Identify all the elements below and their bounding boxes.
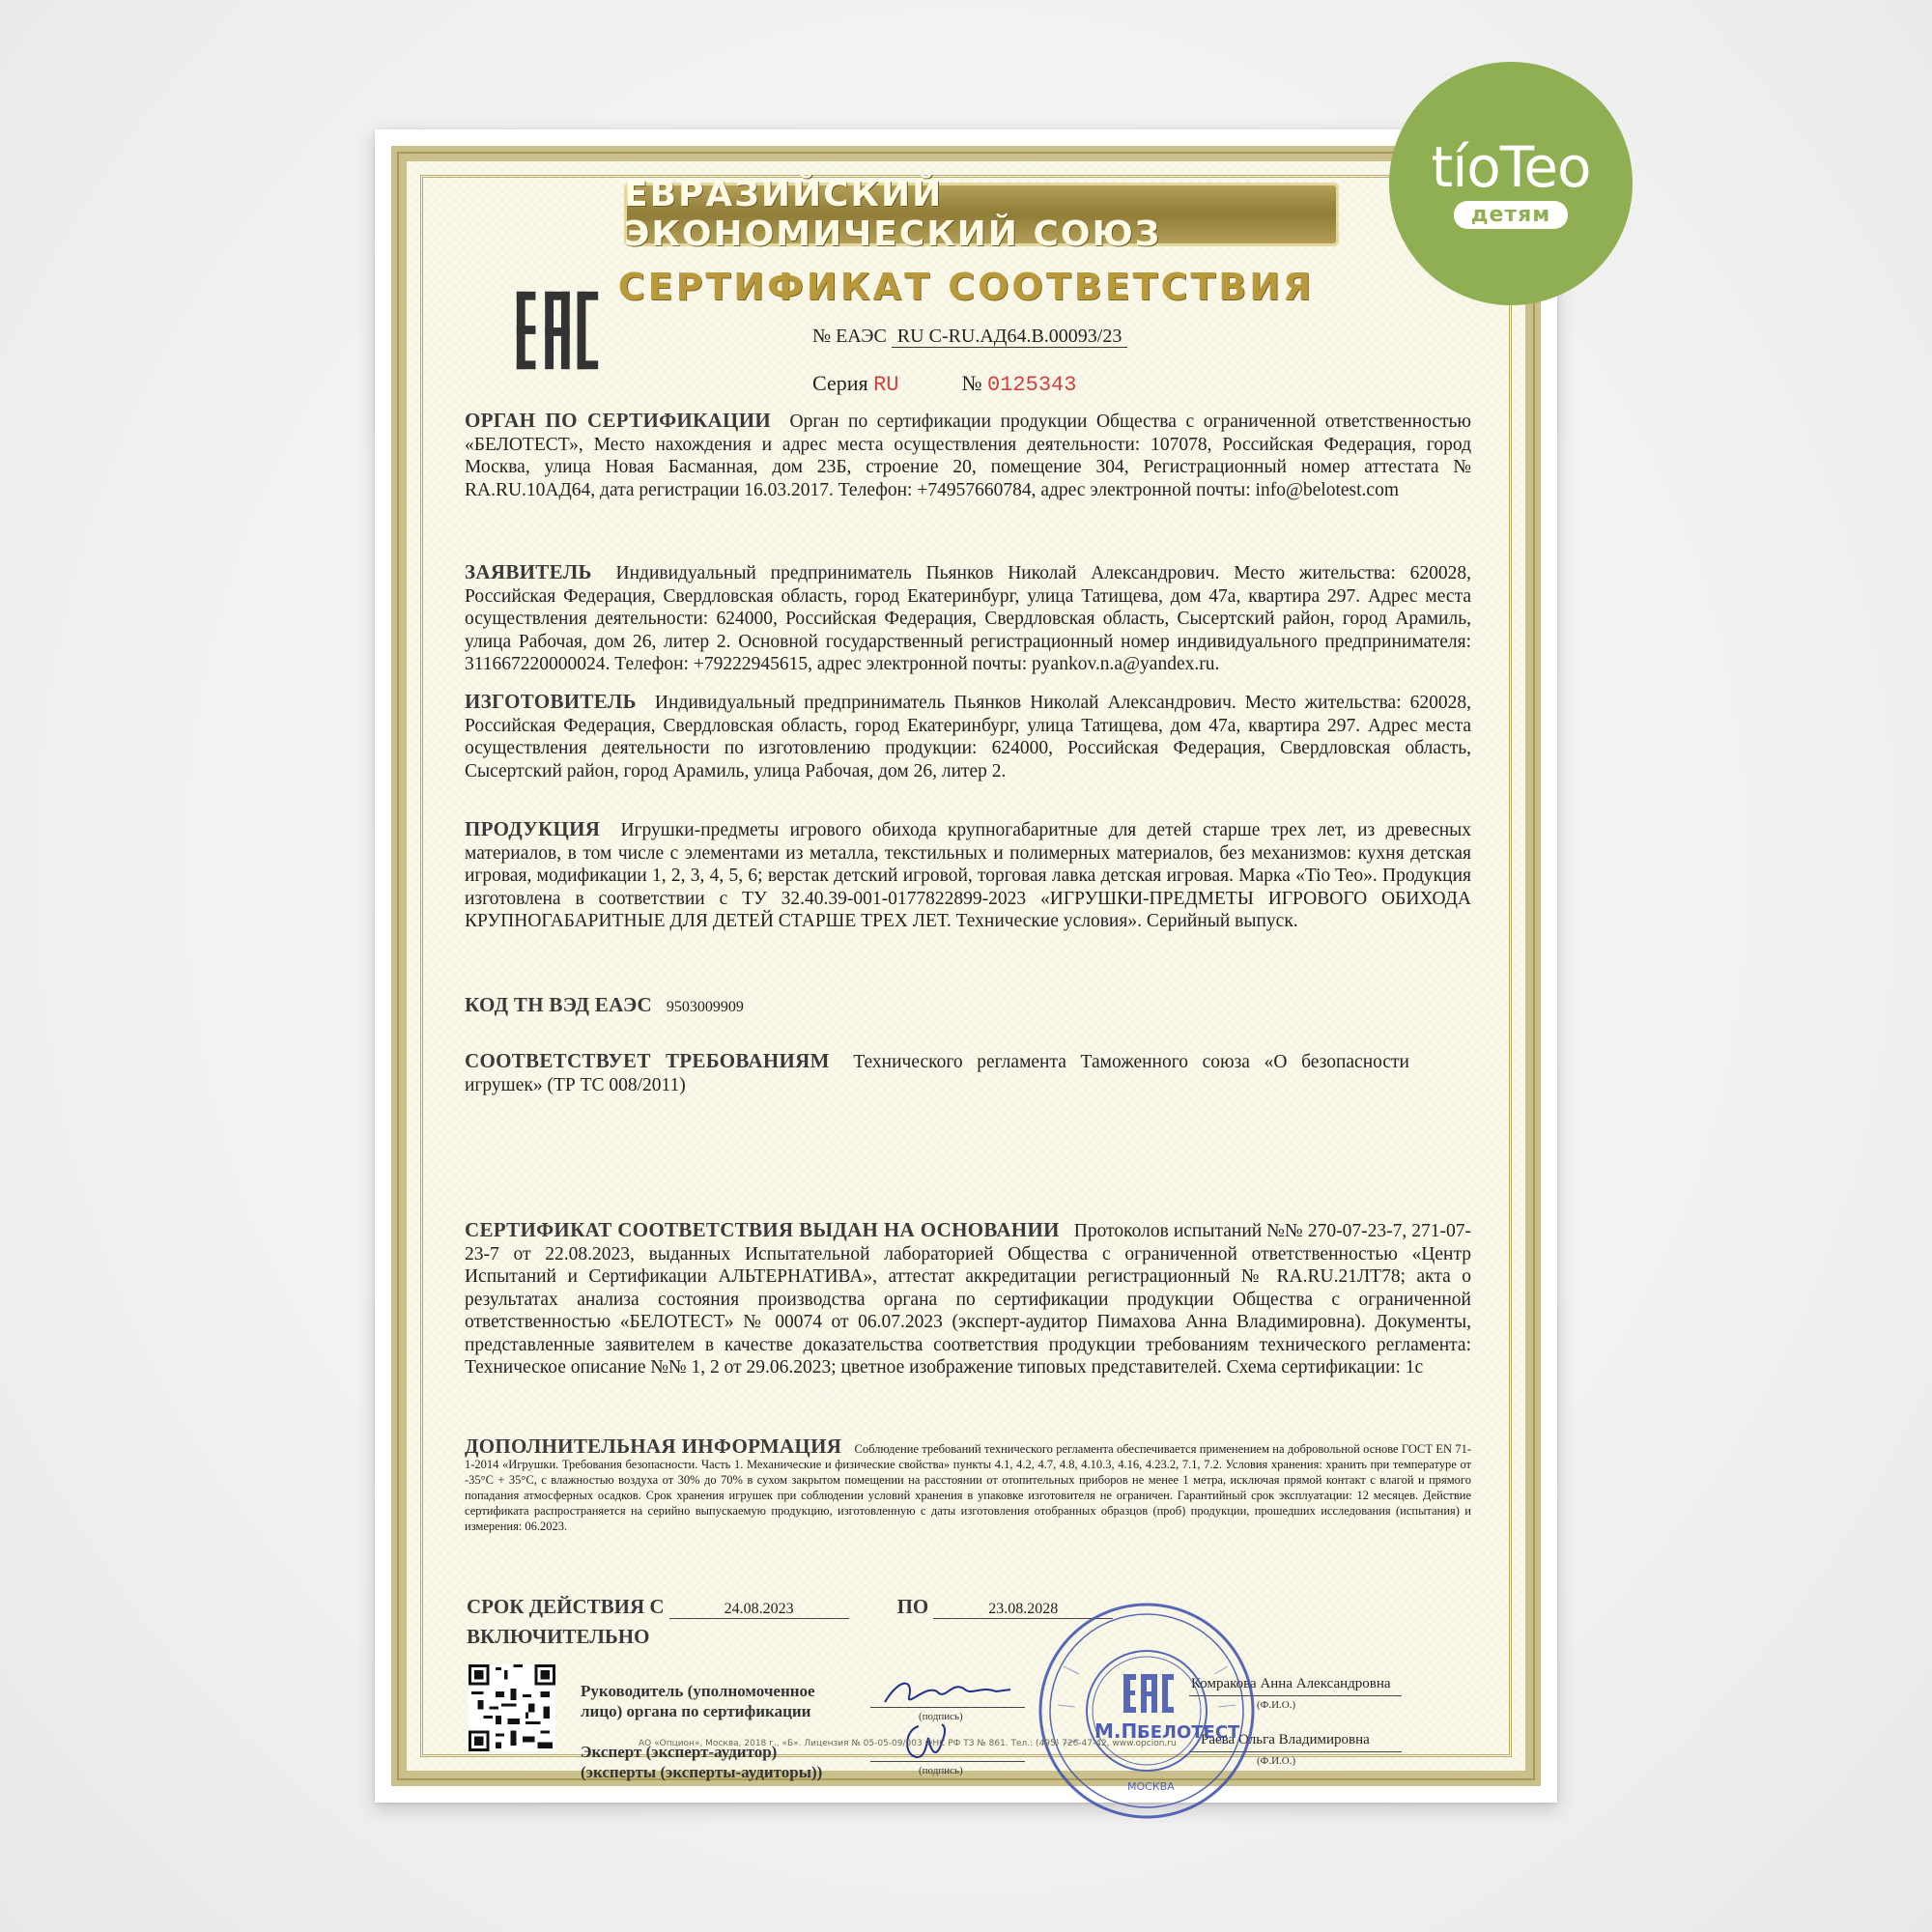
validity-inclusive: ВКЛЮЧИТЕЛЬНО [467, 1625, 650, 1648]
stamp-name: БЕЛОТЕСТ [1137, 1722, 1240, 1743]
code-text: 9503009909 [666, 999, 744, 1015]
head-label [581, 1681, 815, 1721]
product-text: Игрушки-предметы игрового обихода крупногабаритные для детей старше трех лет, из древесных материалов, в том числе с элементами из металла, текстильных и полимерных материалов, без механизмов: кухня детская игровая, модификации 1, 2, 3, 4, 5, 6; верстак детский игровой, торговая лавка детская игровая. Марка «Tio Teo». Продукция изготовлена в соответствии с ТУ 32.40.39-001-0177822899-2023 «ИГРУШКИ-ПРЕДМЕТЫ ИГРОВОГО ОБИХОДА КРУПНОГАБАРИТНЫЕ ДЛЯ ДЕТЕЙ СТАРШЕ ТРЕХ ЛЕТ. Технические условия». Серийный выпуск. [465, 820, 1472, 931]
number-label: № ЕАЭС [812, 326, 887, 347]
basis-heading: СЕРТИФИКАТ СООТВЕТСТВИЯ ВЫДАН НА ОСНОВАНИИ [465, 1218, 1060, 1241]
applicant-text: Индивидуальный предприниматель Пьянков Николай Александрович. Место жительства: 620028, Российская Федерация, Свердловская область, город Екатеринбург, улица Татищева, дом 47а, квартира 297. Адрес места осуществления деятельности: 624000, Российская Федерация, Свердловская область, Сысертский район, город Арамиль, улица Рабочая, дом 26, литер 2. Основной государственный регистрационный номер индивидуального предпринимателя: 311667220000024. Телефон: +79222945615, адрес электронной почты: pyankov.n.a@yandex.ru. [465, 563, 1471, 674]
valid-from: 24.08.2023 [669, 1601, 849, 1619]
brand-name: tíoTeo [1431, 133, 1591, 200]
valid-to-label: ПО [896, 1595, 929, 1618]
section-applicant [465, 561, 1471, 676]
brand-subtitle: детям [1454, 201, 1569, 229]
section-organ [465, 410, 1471, 501]
series-line [812, 371, 1076, 397]
stamp-city: МОСКВА [1127, 1780, 1175, 1793]
certificate-number [812, 326, 1127, 348]
union-title: ЕВРАЗИЙСКИЙ ЭКОНОМИЧЕСКИЙ СОЮЗ [624, 175, 1162, 254]
printer-footer: АО «Опцион», Москва, 2018 г., «Б». Лицензия № 05-05-09/003 ФНС РФ ТЗ № 861. Тел.: (495) 726-47-42, www.opcion.ru [639, 1739, 1177, 1748]
guilloche-frame [391, 146, 1541, 1793]
validity-label: СРОК ДЕЙСТВИЯ С [467, 1595, 665, 1618]
section-code [465, 994, 1471, 1019]
head-signature-icon [880, 1668, 1015, 1717]
manufacturer-heading: ИЗГОТОВИТЕЛЬ [465, 690, 637, 713]
expert-sign-line [870, 1761, 1025, 1762]
seal-stamp-icon [1035, 1599, 1259, 1823]
head-label-line1: Руководитель (уполномоченное [581, 1682, 815, 1700]
section-basis [465, 1219, 1471, 1379]
section-additional [465, 1435, 1472, 1534]
product-heading: ПРОДУКЦИЯ [465, 817, 601, 840]
head-name-caption: (Ф.И.О.) [1257, 1699, 1296, 1711]
number-value: RU C-RU.АД64.В.00093/23 [892, 326, 1128, 348]
head-label-line2: лицо) органа по сертификации [581, 1702, 811, 1720]
expert-sign-caption: (подпись) [919, 1765, 963, 1776]
qr-code-icon [469, 1664, 555, 1751]
certificate-title: СЕРТИФИКАТ СООТВЕТСТВИЯ [617, 266, 1315, 308]
additional-heading: ДОПОЛНИТЕЛЬНАЯ ИНФОРМАЦИЯ [465, 1435, 842, 1458]
head-sign-line [870, 1707, 1025, 1708]
head-sign-caption: (подпись) [919, 1711, 963, 1722]
expert-label-line1: Эксперт (эксперт-аудитор) [581, 1743, 778, 1761]
brand-badge [1389, 62, 1633, 305]
certificate-sheet [375, 129, 1557, 1803]
series-label: Серия [812, 371, 868, 395]
applicant-heading: ЗАЯВИТЕЛЬ [465, 560, 592, 583]
requirements-heading: СООТВЕТСТВУЕТ ТРЕБОВАНИЯМ [465, 1049, 830, 1072]
requirements-text: Технического регламента Таможенного союза «О безопасности игрушек» (ТР ТС 008/2011) [465, 1052, 1409, 1095]
section-product [465, 818, 1471, 933]
basis-text: Протоколов испытаний №№ 270-07-23-7, 271-07-23-7 от 22.08.2023, выданных Испытательной лабораторией Общества с ограниченной ответственностью «Центр Испытаний и Сертификации АЛЬТЕРНАТИВА», аттестат аккредитации регистрационный № RA.RU.21ЛТ78; акта о результатах анализа состояния производства органа по сертификации продукции Общества с ограниченной ответственностью «БЕЛОТЕСТ» № 00074 от 06.07.2023 (эксперт-аудитор Пимахова Анна Владимировна). Документы, представленные заявителем в качестве доказательства соответствия продукции требованиям технического регламента: Техническое описание №№ 1, 2 от 29.06.2023; цветное изображение типовых представителей. Схема сертификации: 1с [465, 1221, 1471, 1378]
organ-text: Орган по сертификации продукции Общества с ограниченной ответственностью «БЕЛОТЕСТ», Место нахождения и адрес места осуществления деятельности: 107078, Российская Федерация, город Москва, улица Новая Басманная, дом 23Б, строение 20, помещение 304, Регистрационный номер аттестата № RA.RU.10АД64, дата регистрации 16.03.2017. Телефон: +74957660784, адрес электронной почты: info@belotest.com [465, 412, 1472, 500]
head-name: Комракова Анна Александровна [1191, 1676, 1391, 1691]
eac-logo-icon [509, 277, 604, 385]
serial-value: 0125343 [987, 373, 1077, 397]
section-requirements [465, 1050, 1409, 1096]
manufacturer-text: Индивидуальный предприниматель Пьянков Николай Александрович. Место жительства: 620028, Российская Федерация, Свердловская область, город Екатеринбург, улица Татищева, дом 47а, квартира 297. Адрес места осуществления деятельности по изготовлению продукции: 624000, Российская Федерация, Свердловская область, Сысертский район, город Арамиль, улица Рабочая, дом 26, литер 2. [465, 693, 1471, 781]
code-heading: КОД ТН ВЭД ЕАЭС [465, 993, 653, 1016]
validity-block [467, 1595, 1113, 1649]
serial-label: № [961, 371, 982, 395]
section-manufacturer [465, 691, 1471, 782]
expert-label-line2: (эксперты (эксперты-аудиторы)) [581, 1763, 823, 1781]
stamp-label: М.П. [1094, 1719, 1145, 1743]
expert-name: Раева Ольга Владимировна [1201, 1732, 1370, 1747]
additional-text: Соблюдение требований технического регламента обеспечивается применением на добровольной основе ГОСТ EN 71-1-2014 «Игрушки. Требования безопасности. Часть 1. Механические и физические свойства» пункты 4.1, 4.2, 4.7, 4.8, 4.10.3, 4.16, 4.23.2, 7.1, 7.2. Условия хранения: хранить при температуре от -35°C + 35°C, с влажностью воздуха от 30% до 70% в сухом закрытом помещении на расстоянии от отопительных приборов не менее 1 метра, исключая прямой контакт с влагой и прямого попадания атмосферных осадков. Срок хранения игрушек при соблюдении условий хранения в упаковке изготовителя не ограничен. Гарантийный срок эксплуатации: 12 месяцев. Действие сертификата распространяется на серийно выпускаемую продукцию, изготовленную с даты изготовления отобранных образцов (проб) продукции, прошедших исследования (испытания) и измерения: 06.2023. [465, 1442, 1472, 1533]
series-value: RU [873, 373, 899, 397]
valid-to: 23.08.2028 [933, 1601, 1113, 1619]
union-banner [624, 175, 1339, 254]
organ-heading: ОРГАН ПО СЕРТИФИКАЦИИ [465, 409, 771, 432]
expert-name-caption: (Ф.И.О.) [1257, 1755, 1296, 1767]
